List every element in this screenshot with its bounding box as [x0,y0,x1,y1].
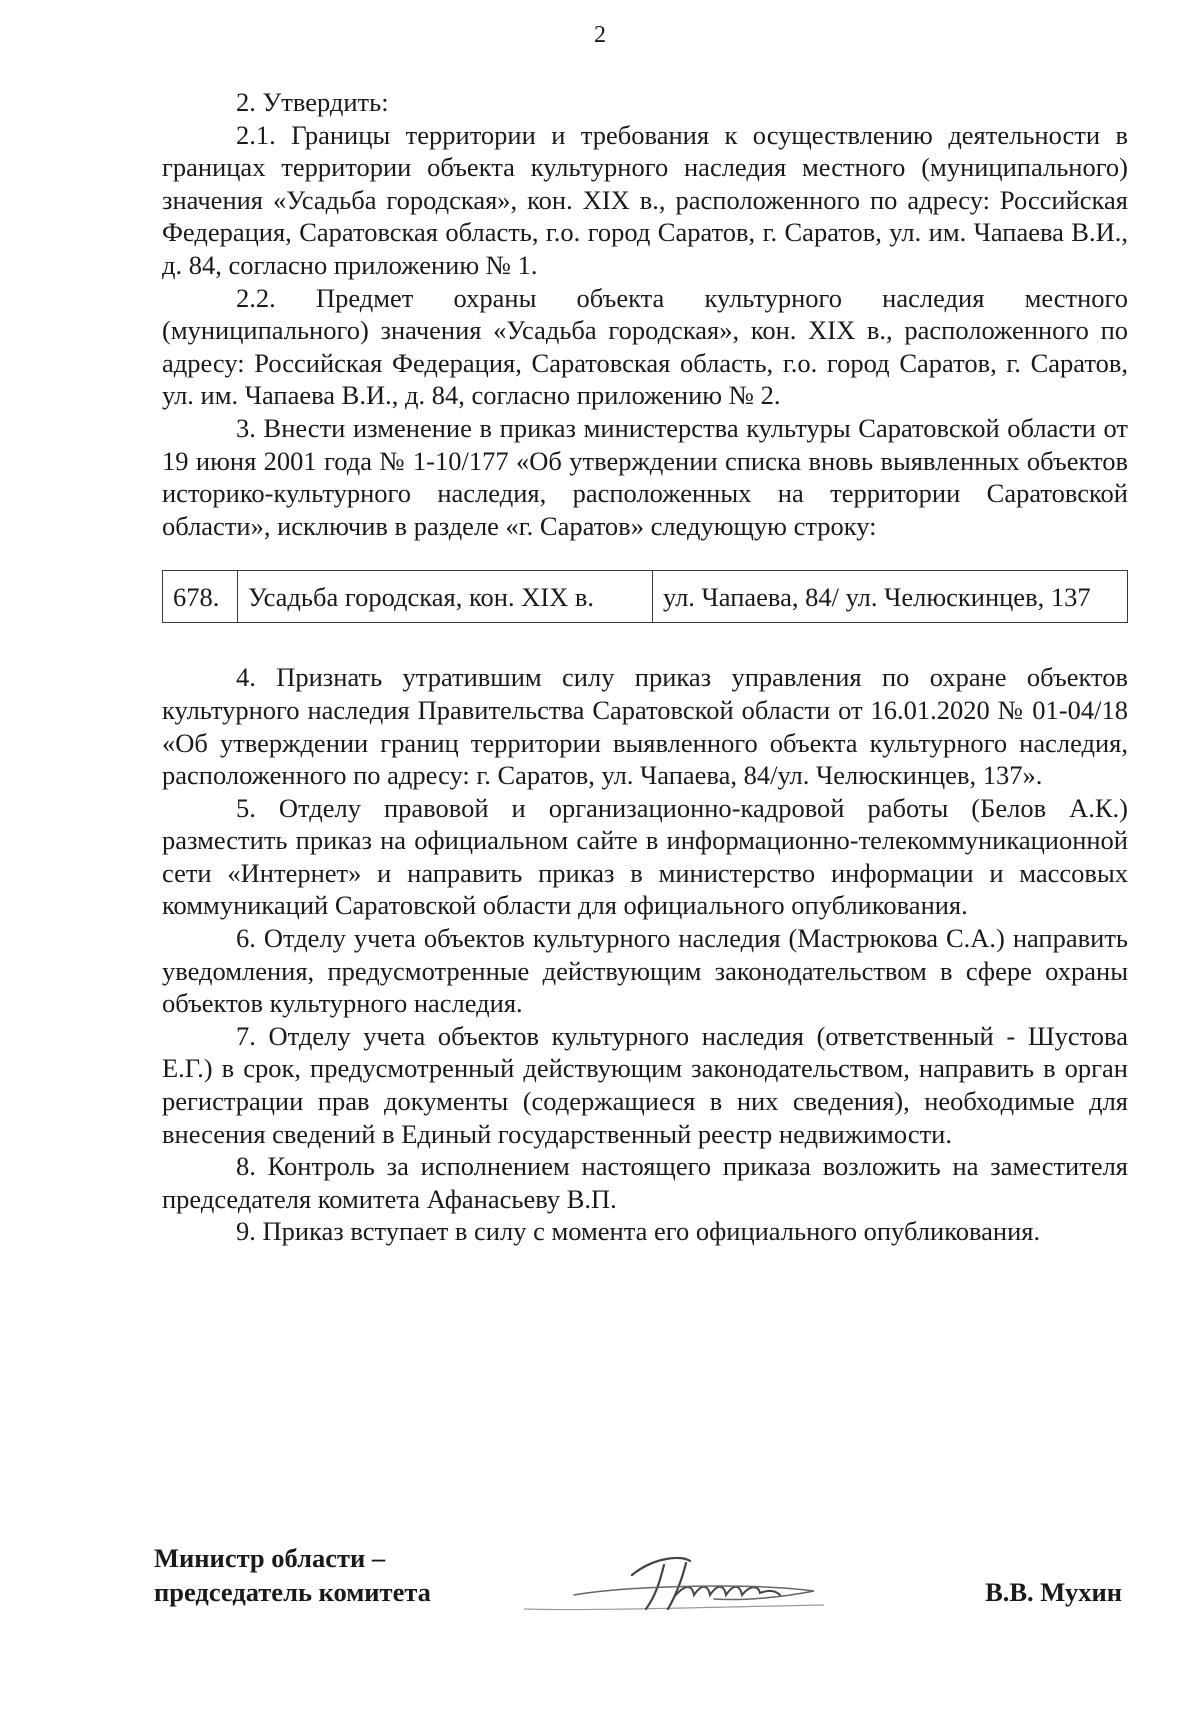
excluded-row-table [162,570,1128,623]
signatory-title-line1: Министр области – [154,1543,386,1573]
page-number: 2 [594,22,606,48]
paragraph-3: 3. Внести изменение в приказ министерства культуры Саратовской области от 19 июня 2001 года № 1-10/177 «Об утверждении списка вновь выявленных объектов историко-культурного наследия, расположенных на территории Саратовской области», исключив в разделе «г. Саратов» следующую строку: [162,412,1128,541]
object-name-cell: Усадьба городская, кон. XIX в. [238,571,653,623]
paragraph-4: 4. Признать утратившим силу приказ управления по охране объектов культурного наследия Правительства Саратовской области от 16.01.2020 № 01-04/18 «Об утверждении границ территории выявленного объекта культурного наследия, расположенного по адресу: г. Саратов, ул. Чапаева, 84/ул. Челюскинцев, 137». [162,662,1128,791]
table-row [163,571,1128,623]
handwritten-signature [514,1535,834,1625]
row-number-cell: 678. [163,571,238,623]
signatory-name: В.В. Мухин [985,1577,1122,1607]
paragraph-5: 5. Отделу правовой и организационно-кадровой работы (Белов А.К.) разместить приказ на официальном сайте в информационно-телекоммуникационной сети «Интернет» и направить приказ в министерство информации и массовых коммуникаций Саратовской области для официального опубликования. [162,792,1128,921]
paragraph-6: 6. Отделу учета объектов культурного наследия (Мастрюкова С.А.) направить уведомления, предусмотренные действующим законодательством в сфере охраны объектов культурного наследия. [162,923,1128,1019]
paragraph-2-1: 2.1. Границы территории и требования к осуществлению деятельности в границах территории объекта культурного наследия местного (муниципального) значения «Усадьба городская», кон. XIX в., расположенного по адресу: Российская Федерация, Саратовская область, г.о. город Саратов, г. Саратов, ул. им. Чапаева В.И., д. 84, согласно приложению № 1. [162,119,1128,280]
paragraph-2-2: 2.2. Предмет охраны объекта культурного наследия местного (муниципального) значения «Усадьба городская», кон. XIX в., расположенного по адресу: Российская Федерация, Саратовская область, г.о. город Саратов, г. Саратов, ул. им. Чапаева В.И., д. 84, согласно приложению № 2. [162,282,1128,411]
signatory-title [154,1541,431,1609]
document-body [162,86,1128,1248]
signature-block [154,1541,1122,1631]
paragraph-7: 7. Отделу учета объектов культурного наследия (ответственный - Шустова Е.Г.) в срок, предусмотренный действующим законодательством, направить в орган регистрации прав документы (содержащиеся в них сведения), необходимые для внесения сведений в Единый государственный реестр недвижимости. [162,1020,1128,1149]
paragraph-9: 9. Приказ вступает в силу с момента его официального опубликования. [236,1216,1041,1247]
object-address-cell: ул. Чапаева, 84/ ул. Челюскинцев, 137 [653,571,1128,623]
signatory-title-line2: председатель комитета [154,1577,431,1607]
paragraph-2: 2. Утвердить: [236,87,389,117]
paragraph-8: 8. Контроль за исполнением настоящего приказа возложить на заместителя председателя комитета Афанасьеву В.П. [162,1151,1128,1214]
